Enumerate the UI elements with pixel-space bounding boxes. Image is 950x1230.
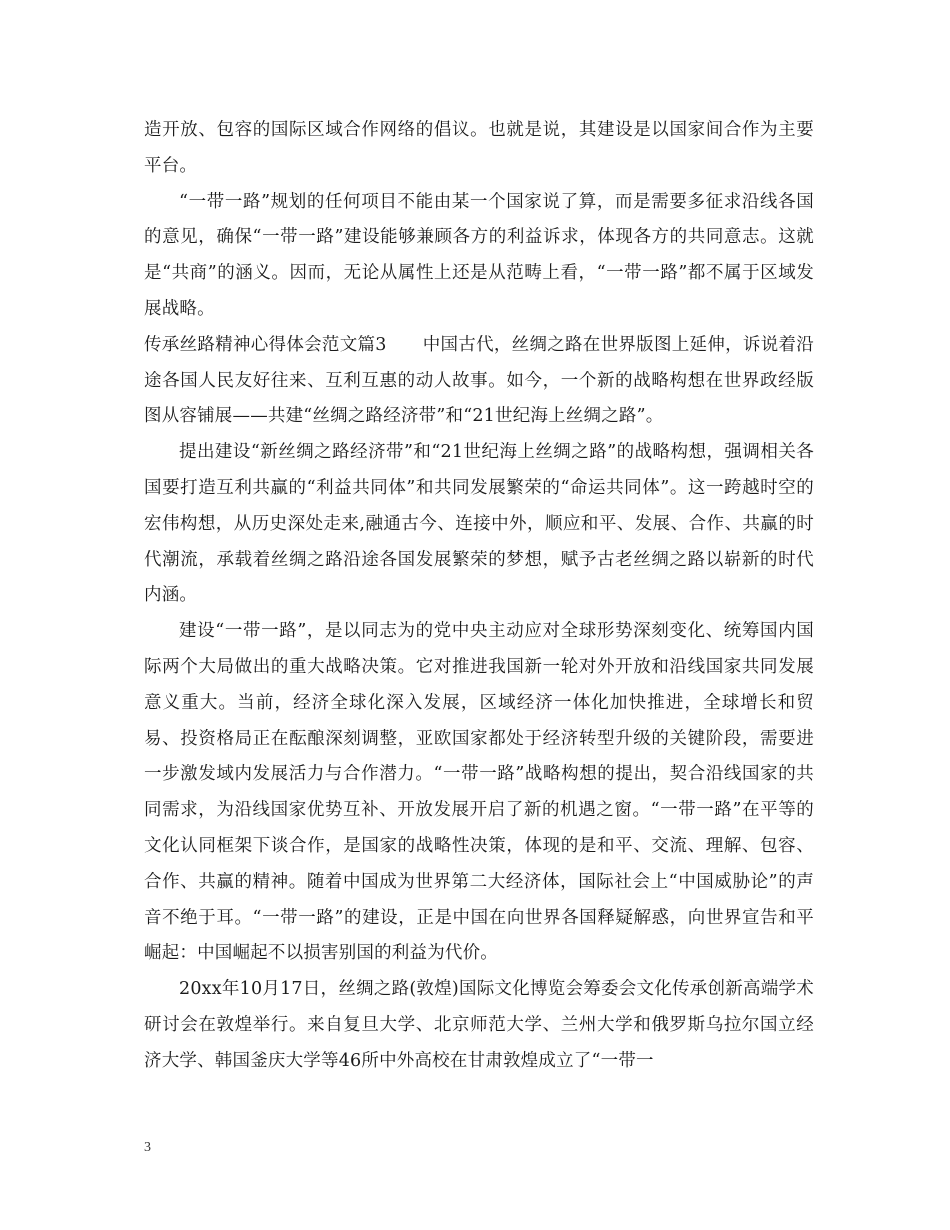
document-body [144,113,814,1080]
section-paragraph [144,328,814,435]
paragraph-1: 造开放、包容的国际区域合作网络的倡议。也就是说，其建设是以国家间合作为主要平台。 [144,120,814,176]
paragraph-6: 20xx年10月17日，丝绸之路(敦煌)国际文化博览会筹委会文化传承创新高端学术研讨会在敦煌举行。来自复旦大学、北京师范大学、兰州大学和俄罗斯乌拉尔国立经济大学、韩国釜庆大学等46所中外高校在甘肃敦煌成立了“一带一 [144,979,814,1071]
paragraph-2: “一带一路”规划的任何项目不能由某一个国家说了算，而是需要多征求沿线各国的意见，确保“一带一路”建设能够兼顾各方的利益诉求，体现各方的共同意志。这就是“共商”的涵义。因而，无论从属性上还是从范畴上看，“一带一路”都不属于区域发展战略。 [144,191,814,319]
paragraph-5: 建设“一带一路”，是以同志为的党中央主动应对全球形势深刻变化、统筹国内国际两个大局做出的重大战略决策。它对推进我国新一轮对外开放和沿线国家共同发展意义重大。当前，经济全球化深入发展，区域经济一体化加快推进，全球增长和贸易、投资格局正在酝酿深刻调整，亚欧国家都处于经济转型升级的关键阶段，需要进一步激发域内发展活力与合作潜力。“一带一路”战略构想的提出，契合沿线国家的共同需求，为沿线国家优势互补、开放发展开启了新的机遇之窗。“一带一路”在平等的文化认同框架下谈合作，是国家的战略性决策，体现的是和平、交流、理解、包容、合作、共赢的精神。随着中国成为世界第二大经济体，国际社会上“中国威胁论”的声音不绝于耳。“一带一路”的建设，正是中国在向世界各国释疑解惑，向世界宣告和平崛起：中国崛起不以损害别国的利益为代价。 [144,621,814,964]
paragraph-4: 提出建设“新丝绸之路经济带”和“21世纪海上丝绸之路”的战略构想，强调相关各国要打造互利共赢的“利益共同体”和共同发展繁荣的“命运共同体”。这一跨越时空的宏伟构想，从历史深处走来,融通古今、连接中外，顺应和平、发展、合作、共赢的时代潮流，承载着丝绸之路沿途各国发展繁荣的梦想，赋予古老丝绸之路以崭新的时代内涵。 [144,442,814,606]
page-number: 3 [144,1140,151,1155]
section-heading: 传承丝路精神心得体会范文篇3 [144,334,387,355]
section-text: 中国古代，丝绸之路在世界版图上延伸，诉说着沿途各国人民友好往来、互利互惠的动人故事。如今，一个新的战略构想在世界政经版图从容铺展——共建“丝绸之路经济带”和“21世纪海上丝绸之路”。 [144,334,814,427]
